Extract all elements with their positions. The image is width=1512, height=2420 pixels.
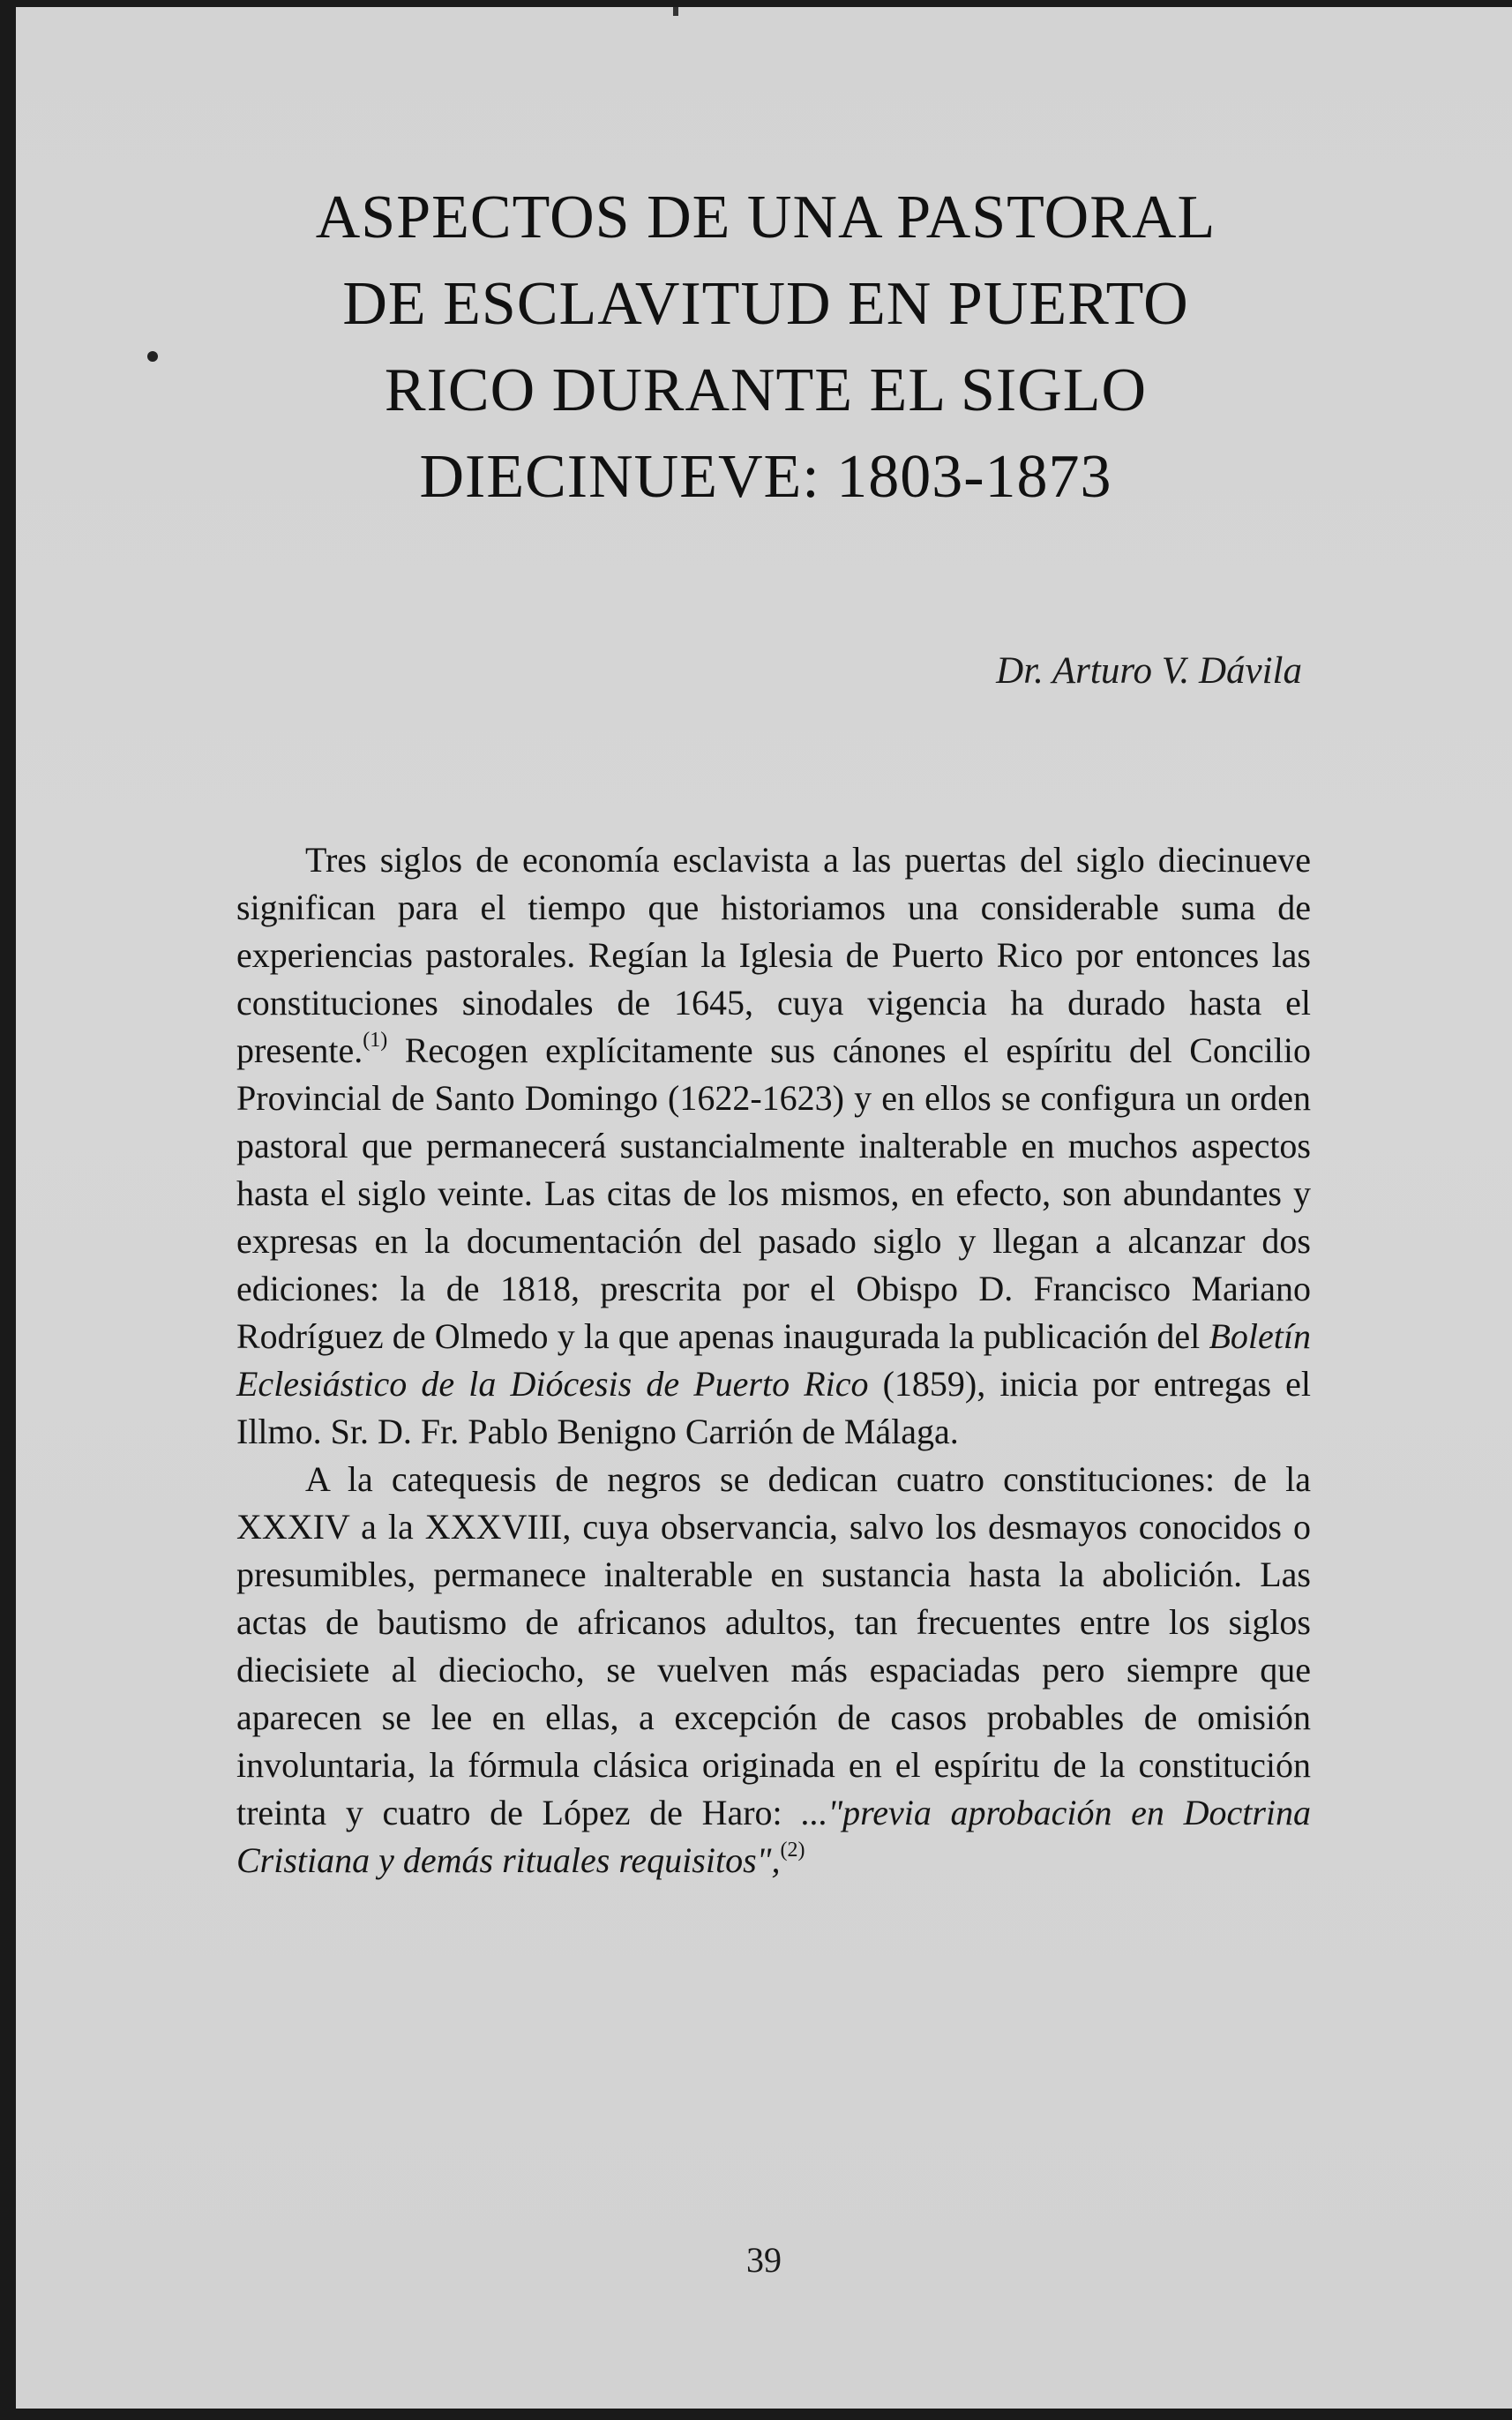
title-line: DE ESCLAVITUD EN PUERTO	[342, 270, 1189, 338]
title-line: ASPECTOS DE UNA PASTORAL	[315, 184, 1216, 251]
page-number: 39	[746, 2240, 782, 2280]
article-title	[148, 175, 1383, 521]
paragraph-text: Tres siglos de economía esclavista a las puertas del siglo diecinueve significan para el tiempo que historiamos una considerable suma de experiencias pastorales. Regían la Iglesia de Puerto Rico por entonces las constituciones sinodales de 1645, cuya vigencia ha durado hasta el presente.	[236, 840, 1311, 1070]
title-line: DIECINUEVE: 1803-1873	[419, 443, 1112, 511]
paragraph-text: A la catequesis de negros se dedican cuatro constituciones: de la XXXIV a la XXXVIII, cuya observancia, salvo los desmayos conocidos o presumibles, permanece inalterable en sustancia hasta la abolición. Las actas de bautismo de africanos adultos, tan frecuentes entre los siglos diecisiete al dieciocho, se vuelven más espaciadas pero siempre que aparecen se lee en ellas, a excepción de casos probables de omisión involuntaria, la fórmula clásica originada en el espíritu de la constitución treinta y cuatro de López de Haro:	[236, 1459, 1311, 1832]
paragraph-text: (1859), inicia por entregas el Illmo. Sr. D. Fr. Pablo Benigno Carrión de Málaga.	[236, 1364, 1311, 1451]
paragraph	[236, 1456, 1311, 1884]
publication-title: Boletín Eclesiástico de la Diócesis de Puerto Rico	[236, 1316, 1311, 1404]
footnote-marker: (1)	[363, 1029, 388, 1052]
scan-mark	[673, 7, 678, 16]
quotation: ..."previa aprobación en Doctrina Cristiana y demás rituales requisitos",	[236, 1793, 1311, 1880]
paragraph-text: Recogen explícitamente sus cánones el espíritu del Concilio Provincial de Santo Domingo (1622-1623) y en ellos se configura un orden pastoral que permanecerá sustancialmente inalterable en muchos aspectos hasta el siglo veinte. Las citas de los mismos, en efecto, son abundantes y expresas en la documentación del pasado siglo y llegan a alcanzar dos ediciones: la de 1818, prescrita por el Obispo D. Francisco Mariano Rodríguez de Olmedo y la que apenas inaugurada la publicación del	[236, 1030, 1311, 1356]
paragraph	[236, 836, 1311, 1456]
article-body	[236, 836, 1311, 1884]
title-line: RICO DURANTE EL SIGLO	[384, 356, 1148, 424]
footnote-marker: (2)	[780, 1839, 805, 1862]
document-page	[16, 7, 1512, 2409]
author-name: Dr. Arturo V. Dávila	[996, 650, 1302, 692]
